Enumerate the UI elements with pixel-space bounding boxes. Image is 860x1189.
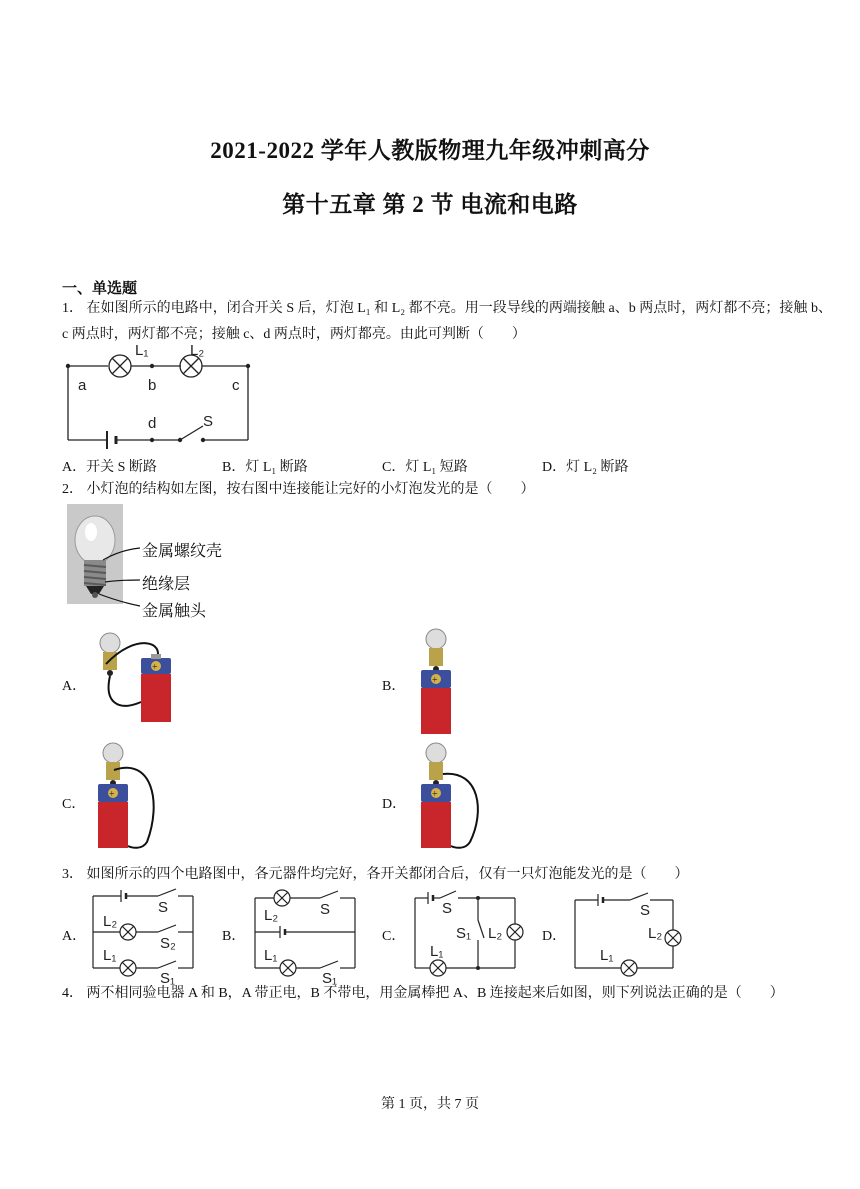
question-4-text: 4． 两不相同验电器 A 和 B，A 带正电，B 不带电，用金属棒把 A、B 连接起来后如图，则下列说法正确的是（ ） (62, 986, 784, 1001)
label-S2: S₂ (160, 935, 176, 952)
label-S: S (320, 901, 331, 918)
label-L1: L₁ (264, 947, 278, 964)
label-insulation: 绝缘层 (142, 576, 191, 593)
label-L1: L₁ (430, 943, 444, 960)
q2-option-b-label: B． (382, 679, 406, 694)
battery-plus-sign: + (152, 662, 158, 673)
label-S: S (158, 899, 169, 916)
q3-circuit-d (570, 888, 685, 978)
label-S1: S₁ (456, 925, 472, 942)
label-metal-contact: 金属触头 (142, 603, 207, 620)
battery-plus-sign: + (432, 675, 438, 686)
label-S1: S₁ (322, 970, 338, 987)
q2-option-b-figure (415, 628, 465, 736)
q3-option-b-label: B． (222, 929, 246, 944)
q2-option-d-figure (415, 742, 495, 850)
label-L2: L₂ (648, 925, 663, 942)
q3-circuit-c (410, 888, 525, 978)
label-L1: L₁ (135, 342, 149, 359)
q3-option-a-label: A． (62, 929, 87, 944)
question-3-text: 3． 如图所示的四个电路图中，各元器件均完好，各开关都闭合后，仅有一只灯泡能发光的是（ ） (62, 867, 689, 882)
q1-circuit-diagram (60, 342, 260, 445)
label-L2: L₂ (488, 925, 503, 942)
bulb-structure-pointers (95, 530, 145, 610)
label-b: b (148, 377, 157, 394)
label-L2: L₂ (103, 913, 118, 930)
section-heading: 一、单选题 (62, 281, 138, 297)
page-subtitle: 第十五章 第 2 节 电流和电路 (282, 192, 578, 217)
page-title: 2021-2022 学年人教版物理九年级冲刺高分 (210, 138, 650, 163)
q2-option-d-label: D． (382, 797, 407, 812)
label-S: S (203, 413, 214, 430)
q3-circuit-a (88, 888, 198, 987)
page-footer: 第 1 页，共 7 页 (381, 1097, 479, 1112)
q2-option-a-label: A． (62, 679, 87, 694)
label-L1: L₁ (103, 947, 117, 964)
label-S1: S₁ (160, 970, 176, 987)
q3-option-c-label: C． (382, 929, 406, 944)
battery-plus-sign: + (109, 789, 115, 800)
label-L2: L₂ (190, 342, 205, 359)
question-1-text: 1． 在如图所示的电路中，闭合开关 S 后，灯泡 L₁ 和 L₂ 都不亮。用一段导线的两端接触 a、b 两点时，两灯都不亮；接触 b、c 两点时，两灯都不亮；接触 c、d 两点时，两灯都亮。由此可判断（ ） (62, 301, 832, 342)
battery-plus-sign: + (432, 789, 438, 800)
q1-option-b: B．灯 L₁ 断路 (222, 460, 308, 475)
q3-option-d-label: D． (542, 929, 567, 944)
q3-circuit-b (250, 888, 360, 987)
question-2-text: 2． 小灯泡的结构如左图，按右图中连接能让完好的小灯泡发光的是（ ） (62, 482, 535, 497)
q2-option-c-figure (92, 742, 172, 850)
q2-option-a-figure (96, 632, 186, 726)
q2-option-c-label: C． (62, 797, 86, 812)
label-S: S (442, 900, 453, 917)
label-L2: L₂ (264, 907, 279, 924)
label-S: S (640, 902, 651, 919)
q1-option-c: C．灯 L₁ 短路 (382, 460, 468, 475)
q1-option-a: A．开关 S 断路 (62, 460, 157, 475)
label-c: c (232, 377, 240, 394)
label-metal-screw-shell: 金属螺纹壳 (142, 543, 223, 560)
label-d: d (148, 415, 157, 432)
label-L1: L₁ (600, 947, 614, 964)
label-a: a (78, 377, 87, 394)
q1-option-d: D．灯 L₂ 断路 (542, 460, 629, 475)
